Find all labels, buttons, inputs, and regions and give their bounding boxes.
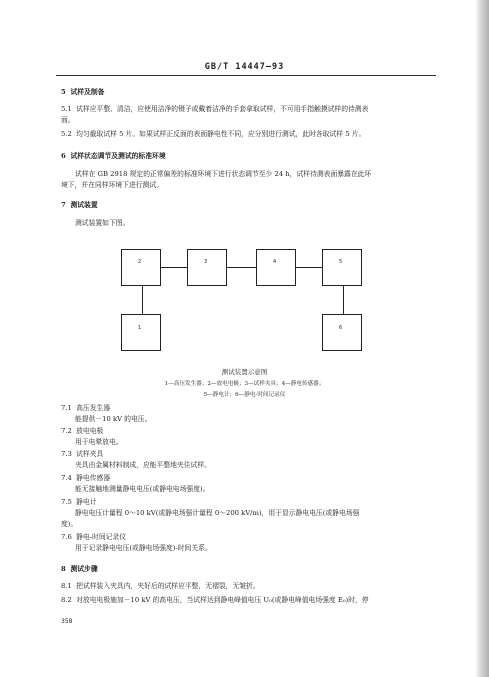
section-7-2-desc: 用于电晕放电。 [75, 438, 123, 446]
box-hv-generator: 1 [121, 314, 161, 351]
section-7-5-line1: 静电电压计量程 0～10 kV(或静电场强计量程 0～200 kV/m)，用于显示静电电压(或静电场强 [75, 509, 360, 517]
section-7-4-desc: 能无接触地测量静电电压(或静电电场强度)。 [75, 485, 210, 493]
section-5-heading: 5 试样及制备 [61, 88, 105, 96]
diagram-caption: 测试装置示意图 [221, 368, 268, 376]
box-discharge-electrode: 2 [121, 249, 161, 286]
box-static-sensor: 4 [256, 249, 296, 286]
box-specimen-holder: 3 [187, 249, 227, 286]
section-6-heading: 6 试样状态调节及测试的标准环境 [61, 152, 166, 160]
connector-top [142, 267, 342, 268]
section-6-para-line2: 境下，并在同样环境下进行测试。 [61, 181, 163, 189]
section-5-1-line2: 面。 [61, 116, 75, 124]
section-7-5-line2: 度)。 [61, 520, 78, 528]
section-7-6-desc: 用于记录静电电压(或静电场强度)-时间关系。 [75, 544, 212, 552]
page-number: 358 [61, 618, 73, 625]
header-rule [56, 75, 436, 76]
connector-right [343, 286, 344, 314]
page-edge-shadow [475, 0, 489, 677]
section-7-intro: 测试装置如下图。 [75, 219, 130, 227]
diagram-legend-line2: 5—静电计；6—静电-时间记录仪 [203, 392, 286, 398]
box-electrometer: 5 [322, 249, 362, 286]
section-7-6-title: 7.6 静电-时间记录仪 [61, 533, 127, 541]
section-7-3-title: 7.3 试样夹具 [61, 450, 104, 458]
box-recorder: 6 [322, 314, 362, 351]
section-7-5-title: 7.5 静电计 [61, 498, 97, 506]
section-7-3-desc: 夹具由金属材料制成，应能平整地夹住试样。 [75, 461, 211, 469]
section-7-1-desc: 能提供－10 kV 的电压。 [75, 415, 152, 423]
section-5-1-line1: 5.1 试样应平整、清洁，应使用洁净的镊子或戴着洁净的手套拿取试样，不可用手指触摸试样的待测表 [61, 105, 369, 113]
section-8-2: 8.2 对放电电极施加－10 kV 的高电压，当试样达到静电峰值电压 U₀(或静电峰值电场强度 E₀)时，停 [61, 596, 369, 604]
section-8-1: 8.1 把试样装入夹具内，夹好后的试样应平整，无褶裂，无皱折。 [61, 582, 260, 590]
section-7-4-title: 7.4 静电传感器 [61, 474, 111, 482]
section-5-2: 5.2 均匀截取试样 5 片。如果试样正反面的表面静电性不同，应分别进行测试，此时各取试样 5 片。 [61, 130, 366, 138]
connector-left [142, 286, 143, 314]
section-7-heading: 7 测试装置 [61, 201, 98, 209]
section-7-1-title: 7.1 高压发生器 [61, 404, 111, 412]
section-7-2-title: 7.2 放电电极 [61, 427, 104, 435]
section-6-para-line1: 试样在 GB 2918 规定的正常偏差的标准环境下进行状态调节至少 24 h，试样待测表面暴露在此环 [75, 170, 372, 178]
standard-code-header: GB/T 14447—93 [204, 62, 285, 72]
section-8-heading: 8 测试步骤 [61, 565, 98, 573]
diagram-legend-line1: 1—高压发生器；2—放电电极；3—试样夹具；4—静电传感器； [164, 381, 325, 387]
